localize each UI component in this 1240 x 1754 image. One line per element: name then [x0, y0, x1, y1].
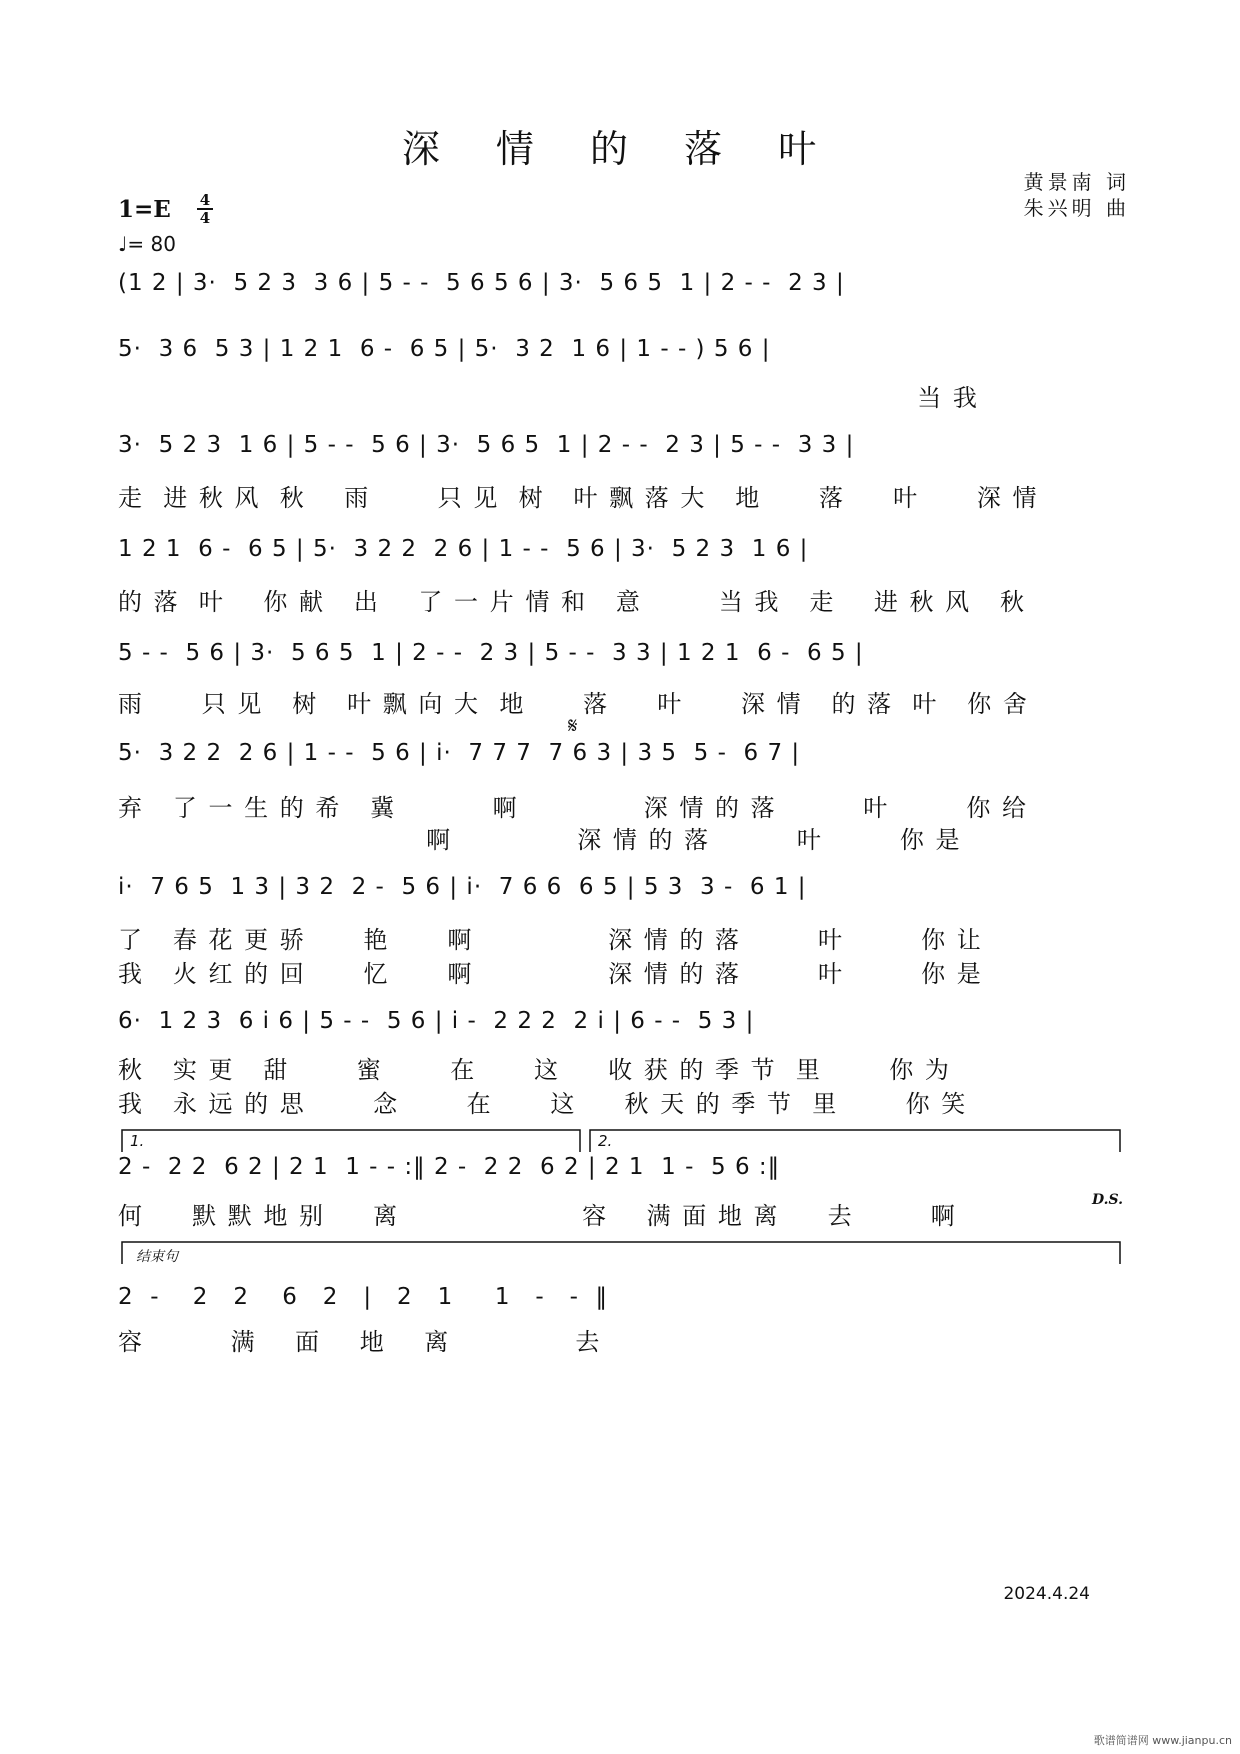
- lyric-line: 了 春 花 更 骄 艳 啊 深 情 的 落 叶 你 让: [118, 926, 983, 954]
- notation-line: 2 - 2 2 6 2 | 2 1 1 - - :‖ 2 - 2 2 6 2 | 2 1 1 - 5 6 :‖: [118, 1154, 781, 1180]
- lyric-line: 的 落 叶 你 献 出 了 一 片 情 和 意 当 我 走 进 秋 风 秋: [118, 588, 1027, 616]
- composer-credit: 朱兴明 曲: [1023, 196, 1130, 220]
- tempo-marking: ♩= 80: [118, 232, 176, 256]
- score-row-3: [118, 432, 1128, 472]
- lyric-line: 我 火 红 的 回 忆 啊 深 情 的 落 叶 你 是: [118, 960, 983, 988]
- ending-label: 结束句: [136, 1249, 178, 1265]
- lyric-line: 雨 只 见 树 叶 飘 向 大 地 落 叶 深 情 的 落 叶 你 舍: [118, 690, 1029, 718]
- watermark: 歌谱简谱网 www.jianpu.cn: [1093, 1734, 1232, 1747]
- volta-1-label: 1.: [130, 1132, 145, 1150]
- notation-line: 5· 3 2 2 2 6 | 1 - - 5 6 | i· 7 7 7 7 6 3 | 3 5 5 - 6 7 |: [118, 740, 801, 766]
- notation-line: 1 2 1 6 - 6 5 | 5· 3 2 2 2 6 | 1 - - 5 6 | 3· 5 2 3 1 6 |: [118, 536, 809, 562]
- score-row-9: [118, 1154, 1128, 1194]
- lyric-line: 走 进 秋 风 秋 雨 只 见 树 叶 飘 落 大 地 落 叶 深 情: [118, 484, 1039, 512]
- notation-line: 6· 1 2 3 6 i 6 | 5 - - 5 6 | i - 2 2 2 2 i | 6 - - 5 3 |: [118, 1008, 755, 1034]
- time-signature-top: 4: [199, 191, 211, 209]
- notation-line: 3· 5 2 3 1 6 | 5 - - 5 6 | 3· 5 6 5 1 | 2 - - 2 3 | 5 - - 3 3 |: [118, 432, 855, 458]
- lyric-line: 何 默 默 地 别 离 容 满 面 地 离 去 啊: [118, 1202, 957, 1230]
- score-row-7: [118, 874, 1128, 914]
- notation-line: 2 - 2 2 6 2 | 2 1 1 - - ‖: [118, 1284, 609, 1310]
- score-row-1: [118, 270, 1128, 310]
- lyric-line: 当 我: [118, 384, 979, 412]
- lyric-line: 秋 实 更 甜 蜜 在 这 收 获 的 季 节 里 你 为: [118, 1056, 951, 1084]
- ending-bracket: [120, 1240, 1130, 1268]
- notation-line: i· 7 6 5 1 3 | 3 2 2 - 5 6 | i· 7 6 6 6 5 | 5 3 3 - 6 1 |: [118, 874, 807, 900]
- lyricist-credit: 黄景南 词: [1023, 170, 1130, 194]
- time-signature-bottom: 4: [199, 209, 211, 227]
- song-title: 深 情 的 落 叶: [401, 127, 839, 171]
- key-signature: 1=E: [118, 196, 171, 223]
- date-stamp: 2024.4.24: [1003, 1584, 1090, 1604]
- lyric-line: 容 满 面 地 离 去: [118, 1328, 602, 1356]
- time-signature: [196, 192, 214, 226]
- score-row-6: [118, 740, 1128, 780]
- notation-line: 5 - - 5 6 | 3· 5 6 5 1 | 2 - - 2 3 | 5 - - 3 3 | 1 2 1 6 - 6 5 |: [118, 640, 864, 666]
- ds-marking: D.S.: [1092, 1192, 1124, 1208]
- notation-line: 5· 3 6 5 3 | 1 2 1 6 - 6 5 | 5· 3 2 1 6 | 1 - - ) 5 6 |: [118, 336, 771, 362]
- segno-sign: 𝄋: [568, 714, 578, 739]
- score-row-10: [118, 1284, 1128, 1324]
- lyric-line: 弃 了 一 生 的 希 冀 啊 深 情 的 落 叶 你 给: [118, 794, 1028, 822]
- volta-2-label: 2.: [598, 1132, 613, 1150]
- score-row-4: [118, 536, 1128, 576]
- lyric-line: 啊 深 情 的 落 叶 你 是: [118, 826, 962, 854]
- score-row-5: [118, 640, 1128, 680]
- lyric-line: 我 永 远 的 思 念 在 这 秋 天 的 季 节 里 你 笑: [118, 1090, 968, 1118]
- score-row-2: [118, 336, 1128, 376]
- notation-line: (1 2 | 3· 5 2 3 3 6 | 5 - - 5 6 5 6 | 3· 5 6 5 1 | 2 - - 2 3 |: [118, 270, 845, 296]
- score-row-8: [118, 1008, 1128, 1048]
